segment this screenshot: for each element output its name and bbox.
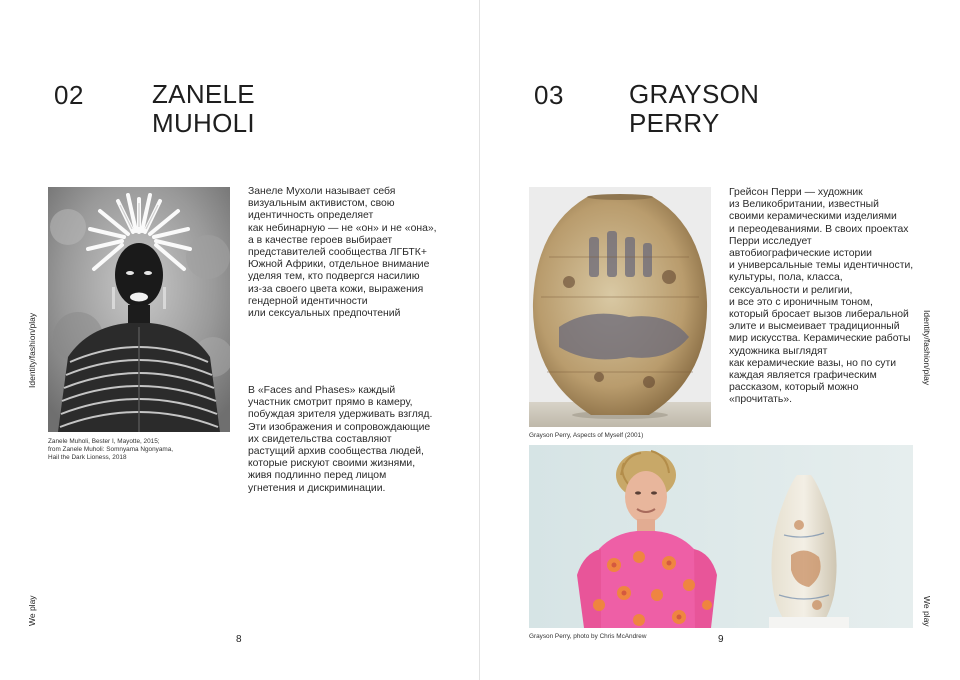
text-line: и переодеваниями. В своих проектах — [729, 223, 909, 235]
artist-name — [152, 80, 372, 138]
text-line: уделяя тем, кто подвергся насилию — [248, 271, 420, 283]
text-line: живя подлинно перед лицом — [248, 470, 387, 482]
text-line: угнетения и дискриминации. — [248, 482, 386, 494]
text-line: побуждая зрителя удерживать взгляд. — [248, 409, 433, 421]
perry-vase-photo — [529, 187, 711, 427]
side-section-tag: Identity/fashion/play — [27, 312, 37, 388]
text-line: В «Faces and Phases» каждый — [248, 385, 396, 396]
perry-paragraph — [729, 187, 913, 407]
text-line: или сексуальных предпочтений — [248, 308, 401, 320]
side-footer-tag: We play — [27, 595, 37, 626]
muholi-photo-caption — [48, 438, 173, 462]
muholi-portrait-photo — [48, 187, 230, 432]
caption-line: Grayson Perry, Aspects of Myself (2001) — [529, 432, 644, 439]
text-line: и универсальные темы идентичности, — [729, 260, 914, 272]
muholi-paragraph-2 — [248, 385, 432, 495]
side-section-tag: Identity/fashion/play — [922, 310, 932, 386]
text-line: который бросает вызов либеральной — [729, 309, 909, 321]
text-line: их свидетельства составляют — [248, 433, 392, 445]
page-number: 9 — [718, 634, 724, 645]
section-number: 03 — [534, 80, 564, 110]
text-line: а в качестве героев выбирает — [248, 234, 393, 246]
text-line: автобиографические истории — [729, 248, 872, 260]
text-line: своими керамическими изделиями — [729, 211, 897, 223]
text-line: «прочитать». — [729, 394, 792, 406]
portrait-photo-caption — [529, 633, 646, 641]
page-number: 8 — [236, 634, 242, 645]
text-line: мир искусства. Керамические работы — [729, 333, 911, 345]
artist-name-line: MUHOLI — [152, 108, 255, 138]
text-line: растущий архив сообщества людей, — [248, 446, 424, 458]
text-line: художника выглядят — [729, 345, 828, 357]
text-line: которые рискуют своими жизнями, — [248, 458, 416, 470]
caption-line: Grayson Perry, photo by Chris McAndrew — [529, 633, 647, 640]
artist-name-line: ZANELE — [152, 79, 255, 109]
text-line: Занеле Мухоли называет себя — [248, 186, 396, 197]
text-line: Грейсон Перри — художник — [729, 187, 863, 198]
perry-portrait-photo — [529, 445, 913, 628]
text-line: Эти изображения и сопровождающие — [248, 421, 431, 433]
artist-name — [629, 80, 849, 138]
text-line: сексуальности и религии, — [729, 284, 853, 296]
text-line: гендерной идентичности — [248, 295, 368, 307]
text-line: и все это с ироничным тоном, — [729, 296, 873, 308]
text-line: рассказом, который можно — [729, 382, 859, 394]
text-line: Перри исследует — [729, 235, 812, 247]
text-line: как небинарную — не «он» и не «она», — [248, 222, 437, 234]
side-footer-tag: We play — [922, 596, 932, 627]
text-line: каждая является графическим — [729, 370, 877, 382]
text-line: из-за своего цвета кожи, выражения — [248, 283, 424, 295]
text-line: элите и высмеивает традиционный — [729, 321, 900, 333]
text-line: участник смотрит прямо в камеру, — [248, 397, 413, 409]
text-line: культуры, пола, класса, — [729, 272, 843, 284]
text-line: представителей сообщества ЛГБТК+ — [248, 247, 427, 259]
text-line: как керамические вазы, но по сути — [729, 357, 897, 369]
muholi-paragraph-1 — [248, 186, 437, 320]
caption-line: Zanele Muholi, Bester I, Mayotte, 2015; — [48, 438, 160, 445]
artist-name-line: PERRY — [629, 108, 720, 138]
section-number: 02 — [54, 80, 84, 110]
text-line: Южной Африки, отдельное внимание — [248, 259, 430, 271]
caption-line: from Zanele Muholi: Somnyama Ngonyama, — [48, 446, 174, 453]
caption-line: Hail the Dark Lioness, 2018 — [48, 454, 127, 461]
vase-photo-caption — [529, 432, 643, 440]
text-line: из Великобритании, известный — [729, 199, 879, 211]
artist-name-line: GRAYSON — [629, 79, 760, 109]
text-line: идентичность определяет — [248, 210, 374, 222]
text-line: визуальным активистом, свою — [248, 198, 395, 210]
